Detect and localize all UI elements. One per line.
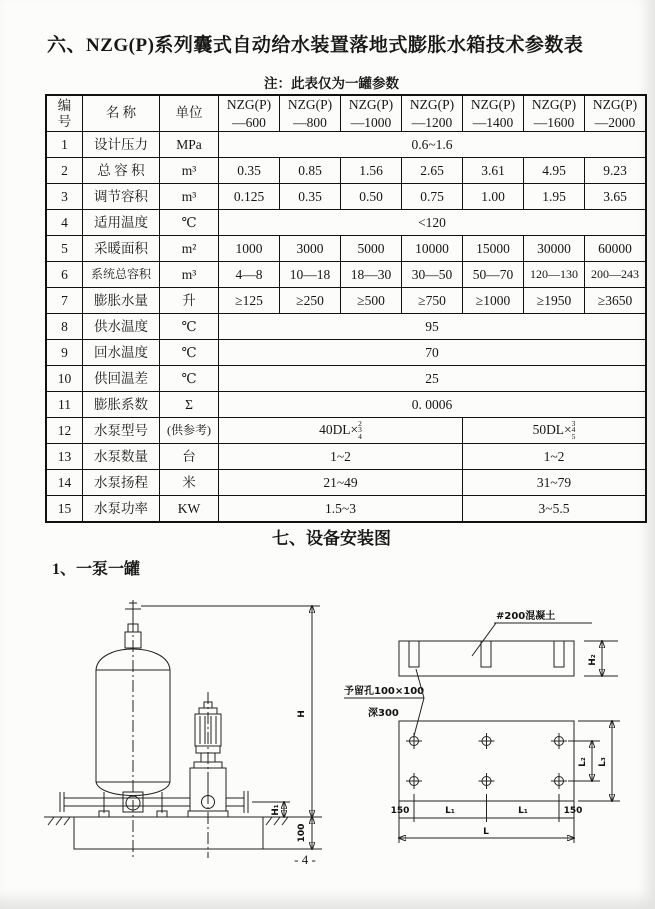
cell-value: ≥500 <box>341 288 402 314</box>
cell-value: 50—70 <box>463 262 524 288</box>
cell-value: 0.75 <box>402 184 463 210</box>
table-row <box>46 132 646 158</box>
table-row <box>46 262 646 288</box>
header-model: NZG(P) —1200 <box>402 95 463 132</box>
dim-150-left: 150 <box>390 806 410 816</box>
cell-value: 15000 <box>463 236 524 262</box>
hole-label-text: 予留孔100×100 <box>344 686 425 697</box>
cell-value: 30—50 <box>402 262 463 288</box>
header-model: NZG(P) —1000 <box>341 95 402 132</box>
page-number: - 4 - <box>294 852 316 867</box>
table-note: 注：此表仅为一罐参数 <box>264 76 399 91</box>
cell-value: 1000 <box>219 236 280 262</box>
cell-value: ≥1000 <box>463 288 524 314</box>
cell-no: 15 <box>46 496 83 523</box>
dimension-h2 <box>584 641 618 676</box>
table-row <box>46 314 646 340</box>
cell-name: 水泵型号 <box>83 418 160 444</box>
cell-value: 3000 <box>280 236 341 262</box>
anchor-bolt-hole <box>479 773 495 789</box>
cell-no: 13 <box>46 444 83 470</box>
cell-value: ≥250 <box>280 288 341 314</box>
anchor-bolt-hole <box>479 733 495 749</box>
cell-name: 水泵功率 <box>83 496 160 523</box>
anchor-bolt-hole <box>406 733 422 749</box>
table-row <box>46 340 646 366</box>
cell-value: 30000 <box>524 236 585 262</box>
cell-unit: KW <box>160 496 219 523</box>
depth-label-text: 深300 <box>368 708 399 719</box>
cell-value: 10—18 <box>280 262 341 288</box>
header-model: NZG(P) —2000 <box>585 95 647 132</box>
foundation-plan-view <box>399 721 574 801</box>
cell-right-value: 1~2 <box>463 444 647 470</box>
cell-value: 1.00 <box>463 184 524 210</box>
page-title: 六、NZG(P)系列囊式自动给水装置落地式膨胀水箱技术参数表 <box>47 35 584 56</box>
cell-value: 18—30 <box>341 262 402 288</box>
cell-left-value: 1.5~3 <box>219 496 463 523</box>
foundation-pad <box>74 817 263 849</box>
dim-150-right: 150 <box>563 806 583 816</box>
anchor-bolt-hole <box>406 773 422 789</box>
cell-no: 7 <box>46 288 83 314</box>
cell-unit: 米 <box>160 470 219 496</box>
cell-name: 膨胀水量 <box>83 288 160 314</box>
section-title: 七、设备安装图 <box>272 529 391 548</box>
cell-unit: m² <box>160 236 219 262</box>
cell-no: 4 <box>46 210 83 236</box>
cell-value: 9.23 <box>585 158 647 184</box>
pipework <box>60 791 248 813</box>
cell-name: 回水温度 <box>83 340 160 366</box>
table-row <box>46 418 646 444</box>
table-row <box>46 236 646 262</box>
reserved-hole-labels <box>344 669 424 736</box>
ground-hatching <box>44 817 288 825</box>
cell-value: 4—8 <box>219 262 280 288</box>
table-header-row <box>46 95 646 132</box>
table-row <box>46 288 646 314</box>
cell-no: 5 <box>46 236 83 262</box>
cell-value: 5000 <box>341 236 402 262</box>
cell-pump-model-left: 40DL× 2 3 4 <box>219 418 463 444</box>
anchor-bolt-hole <box>551 773 567 789</box>
anchor-bolt-hole <box>551 733 567 749</box>
cell-pump-model-right: 50DL× 3 4 5 <box>463 418 647 444</box>
cell-value: 2.65 <box>402 158 463 184</box>
table-row <box>46 158 646 184</box>
dim-l-label: L <box>483 827 489 837</box>
cell-no: 6 <box>46 262 83 288</box>
dimension-h1 <box>252 802 290 817</box>
cell-value: 200—243 <box>585 262 647 288</box>
cell-no: 12 <box>46 418 83 444</box>
plan-side-dimensions <box>568 721 620 801</box>
cell-unit: MPa <box>160 132 219 158</box>
foundation-section-view <box>399 641 574 676</box>
cell-name: 水泵扬程 <box>83 470 160 496</box>
cell-value: ≥125 <box>219 288 280 314</box>
dim-h-label: H <box>297 710 307 718</box>
table-row <box>46 392 646 418</box>
cell-name: 系统总容积 <box>83 262 160 288</box>
cell-unit: ℃ <box>160 314 219 340</box>
table-row <box>46 210 646 236</box>
cell-no: 9 <box>46 340 83 366</box>
cell-value: 0.85 <box>280 158 341 184</box>
table-row <box>46 184 646 210</box>
header-model: NZG(P) —1600 <box>524 95 585 132</box>
cell-left-value: 21~49 <box>219 470 463 496</box>
cell-no: 3 <box>46 184 83 210</box>
cell-span-value: 25 <box>219 366 647 392</box>
cell-unit: ℃ <box>160 210 219 236</box>
table-row <box>46 366 646 392</box>
cell-unit: ℃ <box>160 366 219 392</box>
cell-name: 调节容积 <box>83 184 160 210</box>
header-model: NZG(P) —800 <box>280 95 341 132</box>
cell-value: 4.95 <box>524 158 585 184</box>
cell-no: 1 <box>46 132 83 158</box>
table-row <box>46 496 646 523</box>
pump-unit <box>188 692 228 858</box>
cell-value: 3.61 <box>463 158 524 184</box>
cell-name: 采暖面积 <box>83 236 160 262</box>
cell-unit: Σ <box>160 392 219 418</box>
cell-value: 1.56 <box>341 158 402 184</box>
parameter-table <box>45 94 647 523</box>
cell-span-value: <120 <box>219 210 647 236</box>
header-model: NZG(P) —600 <box>219 95 280 132</box>
cell-name: 水泵数量 <box>83 444 160 470</box>
cell-value: 10000 <box>402 236 463 262</box>
cell-value: ≥3650 <box>585 288 647 314</box>
cell-value: 0.35 <box>219 158 280 184</box>
dim-h2-label: H₂ <box>588 654 598 666</box>
cell-name: 膨胀系数 <box>83 392 160 418</box>
subsection-title: 1、一泵一罐 <box>52 561 141 578</box>
cell-span-value: 70 <box>219 340 647 366</box>
cell-name: 供回温差 <box>83 366 160 392</box>
cell-value: ≥750 <box>402 288 463 314</box>
cell-name: 适用温度 <box>83 210 160 236</box>
cell-right-value: 3~5.5 <box>463 496 647 523</box>
cell-name: 总 容 积 <box>83 158 160 184</box>
header-model: NZG(P) —1400 <box>463 95 524 132</box>
cell-value: 0.50 <box>341 184 402 210</box>
cell-value: 0.35 <box>280 184 341 210</box>
cell-unit: m³ <box>160 262 219 288</box>
foundation-detail-drawing <box>344 606 634 846</box>
cell-unit: (供参考) <box>160 418 219 444</box>
dimension-100 <box>263 817 322 849</box>
cell-no: 10 <box>46 366 83 392</box>
cell-no: 14 <box>46 470 83 496</box>
concrete-label-text: #200混凝土 <box>496 611 556 622</box>
cell-right-value: 31~79 <box>463 470 647 496</box>
cell-span-value: 95 <box>219 314 647 340</box>
dim-l1-b: L₁ <box>518 806 528 816</box>
cell-value: 3.65 <box>585 184 647 210</box>
dim-l3-label: L₃ <box>598 757 608 767</box>
cell-value: 0.125 <box>219 184 280 210</box>
header-no: 编号 <box>46 95 83 132</box>
cell-value: 120—130 <box>524 262 585 288</box>
cell-unit: ℃ <box>160 340 219 366</box>
cell-span-value: 0. 0006 <box>219 392 647 418</box>
header-unit: 单位 <box>160 95 219 132</box>
dim-h1-label: H₁ <box>271 804 281 816</box>
cell-unit: 升 <box>160 288 219 314</box>
cell-value: ≥1950 <box>524 288 585 314</box>
cell-unit: 台 <box>160 444 219 470</box>
cell-unit: m³ <box>160 184 219 210</box>
dim-100-label: 100 <box>297 823 307 843</box>
cell-no: 8 <box>46 314 83 340</box>
dim-l2-label: L₂ <box>578 757 588 767</box>
cell-no: 2 <box>46 158 83 184</box>
cell-value: 60000 <box>585 236 647 262</box>
cell-span-value: 0.6~1.6 <box>219 132 647 158</box>
pump-tank-installation-drawing <box>38 592 328 877</box>
table-row <box>46 444 646 470</box>
header-name: 名 称 <box>83 95 160 132</box>
cell-name: 设计压力 <box>83 132 160 158</box>
cell-unit: m³ <box>160 158 219 184</box>
cell-left-value: 1~2 <box>219 444 463 470</box>
table-row <box>46 470 646 496</box>
cell-name: 供水温度 <box>83 314 160 340</box>
dim-l1-a: L₁ <box>445 806 455 816</box>
cell-value: 1.95 <box>524 184 585 210</box>
cell-no: 11 <box>46 392 83 418</box>
